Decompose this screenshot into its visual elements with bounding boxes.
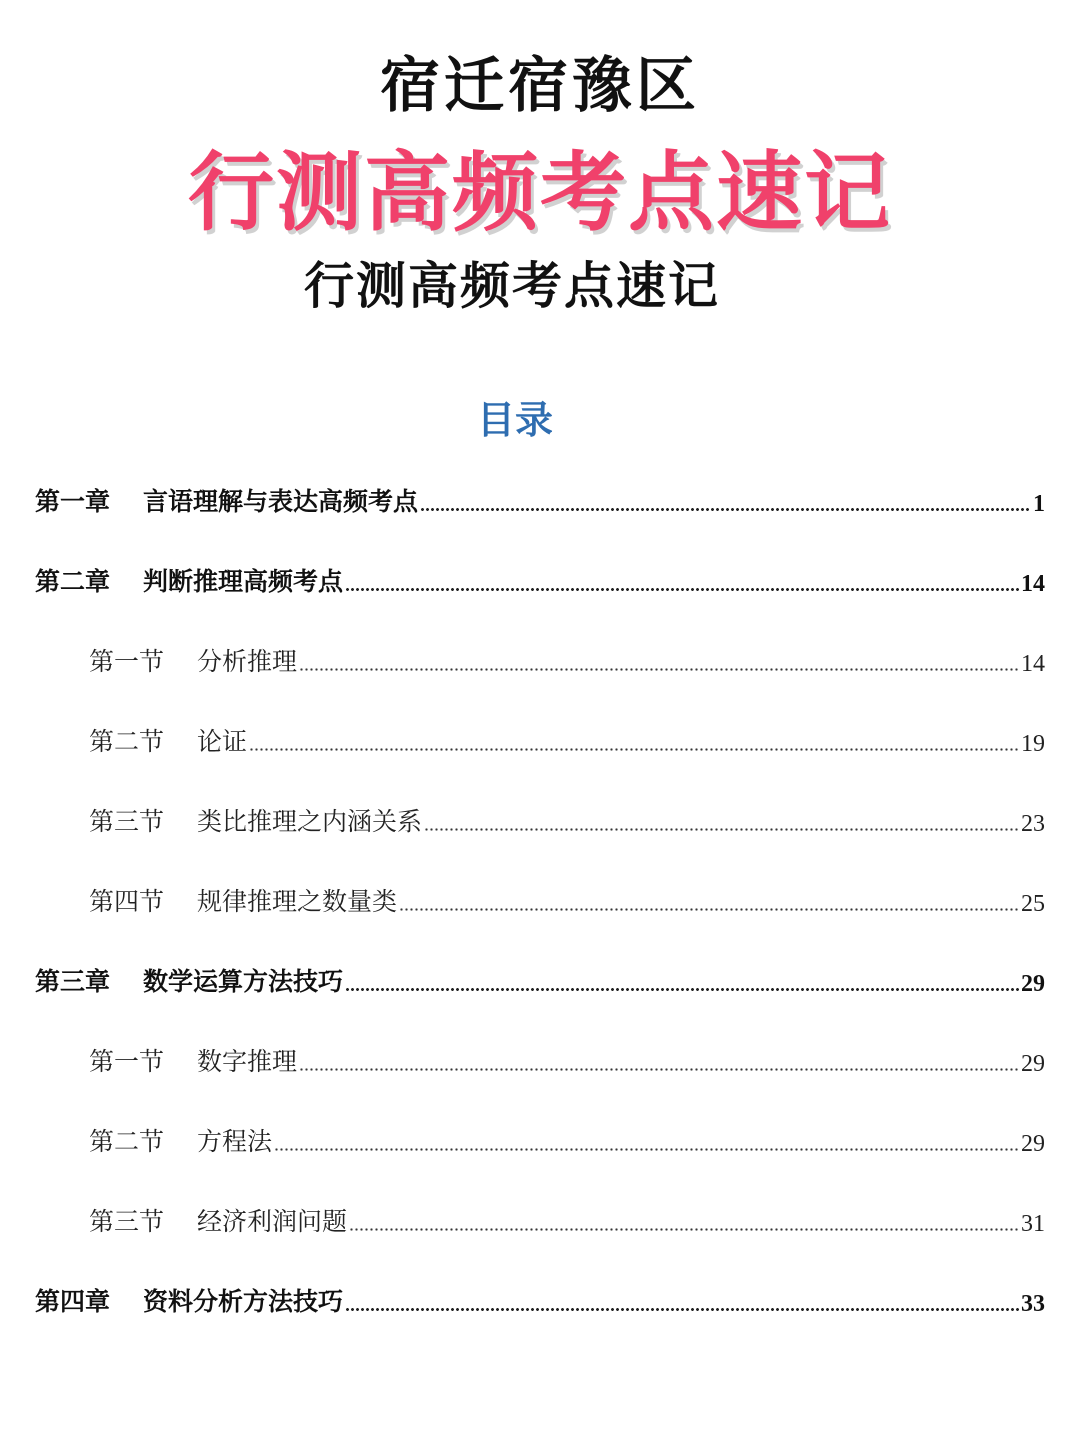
dot-leader <box>399 908 1019 911</box>
toc-entry-page: 29 <box>1021 1131 1045 1157</box>
dot-leader <box>345 988 1019 991</box>
toc-entry-section[interactable] <box>89 798 1045 838</box>
toc-entry-title: 论证 <box>197 727 248 756</box>
toc-entry-number: 第四节 <box>89 887 165 916</box>
toc-entry-page: 1 <box>1033 491 1045 517</box>
toc-entry-number: 第三节 <box>89 807 165 836</box>
toc-entry-number: 第二节 <box>89 1127 165 1156</box>
toc-entry-number: 第三节 <box>89 1207 165 1236</box>
toc-entry-title: 数字推理 <box>197 1047 298 1076</box>
toc-entry-title: 判断推理高频考点 <box>143 567 344 596</box>
dot-leader <box>345 1308 1019 1311</box>
toc-entry-section[interactable] <box>89 638 1045 678</box>
toc-entry-page: 33 <box>1021 1291 1045 1317</box>
dot-leader <box>299 668 1019 671</box>
toc-entry-chapter[interactable] <box>35 958 1045 998</box>
toc-entry-number: 第三章 <box>35 967 111 996</box>
toc-entry-section[interactable] <box>89 718 1045 758</box>
dot-leader <box>345 588 1019 591</box>
region-title: 宿迁宿豫区 <box>380 51 700 121</box>
toc-entry-title: 经济利润问题 <box>197 1207 348 1236</box>
toc-entry-title: 方程法 <box>197 1127 273 1156</box>
toc-entry-page: 14 <box>1021 571 1045 597</box>
toc-entry-page: 14 <box>1021 651 1045 677</box>
toc-entry-number: 第一节 <box>89 1047 165 1076</box>
toc-entry-title: 分析推理 <box>197 647 298 676</box>
dot-leader <box>299 1068 1019 1071</box>
toc-entry-section[interactable] <box>89 878 1045 918</box>
toc-entry-page: 25 <box>1021 891 1045 917</box>
main-title: 行测高频考点速记 <box>188 143 892 243</box>
dot-leader <box>420 508 1031 511</box>
toc-entry-page: 29 <box>1021 971 1045 997</box>
toc-entry-section[interactable] <box>89 1118 1045 1158</box>
toc-entry-number: 第二章 <box>35 567 111 596</box>
dot-leader <box>424 828 1019 831</box>
toc-entry-chapter[interactable] <box>35 478 1045 518</box>
dot-leader <box>274 1148 1019 1151</box>
toc-entry-page: 31 <box>1021 1211 1045 1237</box>
toc-entry-chapter[interactable] <box>35 558 1045 598</box>
dot-leader <box>349 1228 1019 1231</box>
toc-entry-title: 资料分析方法技巧 <box>143 1287 344 1316</box>
toc-entry-section[interactable] <box>89 1038 1045 1078</box>
sub-title: 行测高频考点速记 <box>304 257 720 315</box>
toc-entry-section[interactable] <box>89 1198 1045 1238</box>
toc-entry-page: 29 <box>1021 1051 1045 1077</box>
toc-entry-page: 19 <box>1021 731 1045 757</box>
toc-entry-title: 规律推理之数量类 <box>197 887 398 916</box>
toc-heading: 目录 <box>476 398 553 442</box>
toc-entry-title: 数学运算方法技巧 <box>143 967 344 996</box>
toc-entry-number: 第四章 <box>35 1287 111 1316</box>
toc-entry-number: 第二节 <box>89 727 165 756</box>
toc-entry-chapter[interactable] <box>35 1278 1045 1318</box>
toc-entry-page: 23 <box>1021 811 1045 837</box>
toc-entry-title: 类比推理之内涵关系 <box>197 807 423 836</box>
dot-leader <box>249 748 1019 751</box>
toc-entry-title: 言语理解与表达高频考点 <box>143 487 419 516</box>
toc-entry-number: 第一章 <box>35 487 111 516</box>
toc-entry-number: 第一节 <box>89 647 165 676</box>
